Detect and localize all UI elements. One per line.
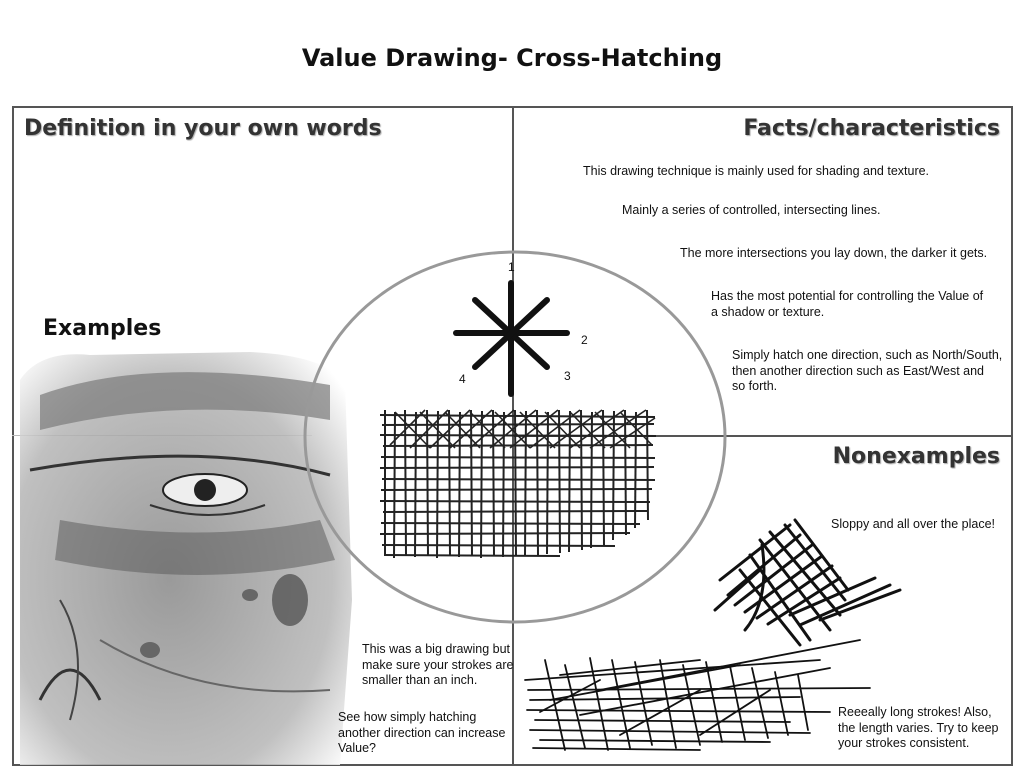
cross-hatch-sample xyxy=(380,410,656,558)
fact-3: The more intersections you lay down, the darker it gets. xyxy=(680,246,988,260)
direction-label-2: 2 xyxy=(581,333,588,347)
facts-heading: Facts/characteristics xyxy=(743,116,1000,141)
face-sketch xyxy=(20,352,352,765)
fact-4: Has the most potential for controlling the Value of a shadow or texture. xyxy=(711,289,984,319)
fact-5: Simply hatch one direction, such as North/South, then another direction such as East/West and so forth. xyxy=(732,348,1003,393)
fact-2: Mainly a series of controlled, intersecting lines. xyxy=(622,203,881,217)
nonexample-caption-long: Reeeally long strokes! Also, the length varies. Try to keep your strokes consistent. xyxy=(838,705,999,750)
long-strokes-nonexample xyxy=(525,640,870,750)
sloppy-hatch-nonexample xyxy=(715,520,900,645)
direction-star xyxy=(456,283,567,394)
examples-heading: Examples xyxy=(43,316,162,341)
page-title: Value Drawing- Cross-Hatching xyxy=(301,44,723,72)
example-caption-hatching: See how simply hatching another direction can increase Value? xyxy=(338,710,506,755)
fact-1: This drawing technique is mainly used for shading and texture. xyxy=(583,164,930,178)
nonexamples-heading: Nonexamples xyxy=(832,444,1000,469)
direction-label-4: 4 xyxy=(459,372,466,386)
direction-label-1: 1 xyxy=(508,260,515,274)
definition-heading: Definition in your own words xyxy=(24,116,382,141)
direction-label-3: 3 xyxy=(564,369,571,383)
nonexample-caption-sloppy: Sloppy and all over the place! xyxy=(831,517,995,531)
example-caption-big-drawing: This was a big drawing but make sure your strokes are smaller than an inch. xyxy=(362,642,514,687)
